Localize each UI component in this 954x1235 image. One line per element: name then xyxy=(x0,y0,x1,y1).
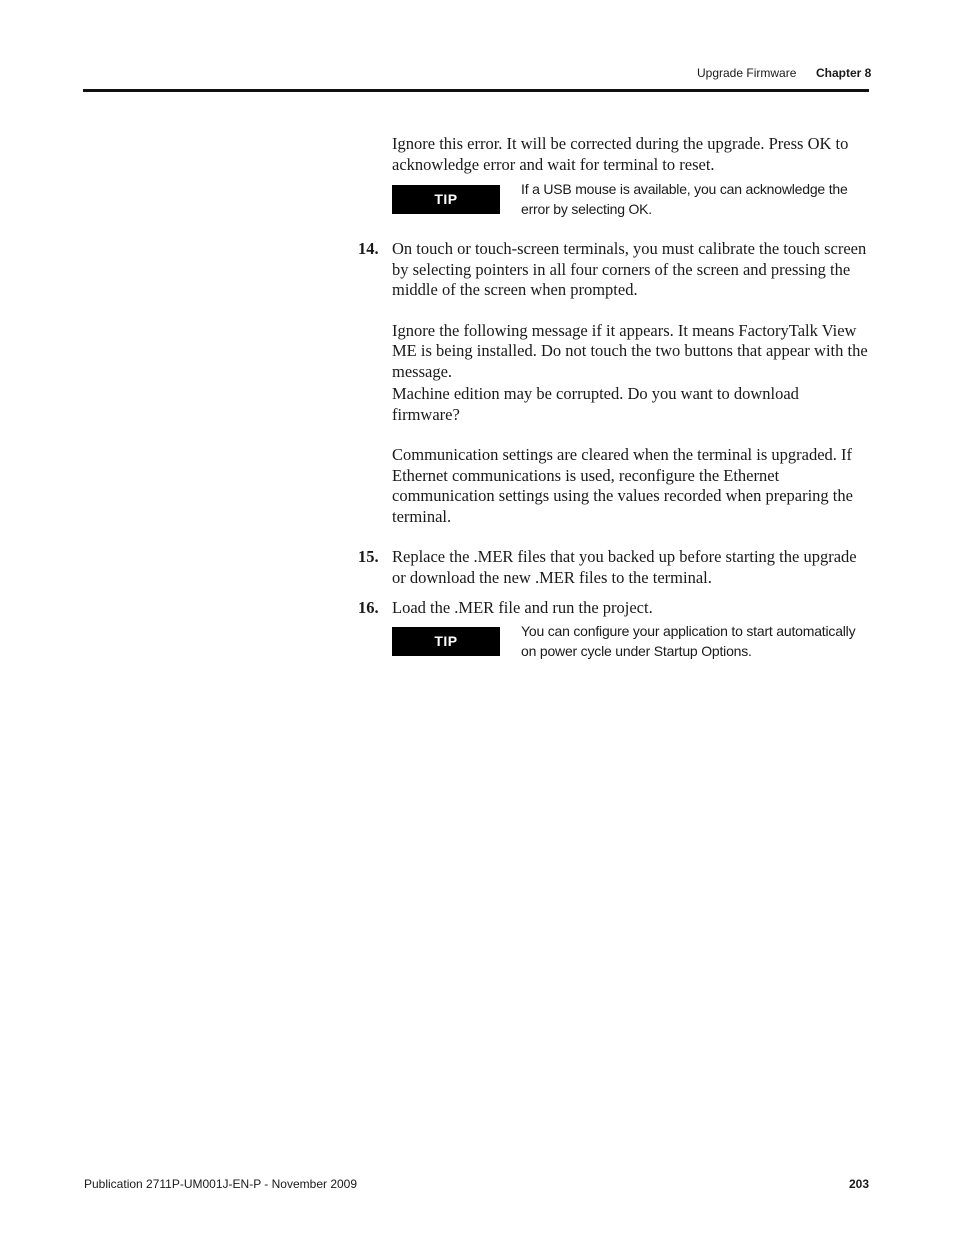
footer-page-number: 203 xyxy=(848,1177,869,1191)
tip-box xyxy=(392,621,870,665)
tip-text: If a USB mouse is available, you can acknowledge the error by selecting OK. xyxy=(521,181,848,217)
step-14 xyxy=(358,239,870,301)
tip-badge: TIP xyxy=(392,627,500,656)
ignore-message-paragraph: Ignore the following message if it appears. It means FactoryTalk View ME is being installed. Do not touch the two buttons that appear with the message. xyxy=(392,320,868,381)
step-text: On touch or touch-screen terminals, you must calibrate the touch screen by selecting pointers in all four corners of the screen and pressing the middle of the screen when prompted. xyxy=(392,239,867,299)
error-paragraph: Ignore this error. It will be corrected during the upgrade. Press OK to acknowledge error and wait for terminal to reset. xyxy=(392,134,849,174)
corrupted-message-text: Machine edition may be corrupted. Do you want to download firmware? xyxy=(392,384,799,424)
header-section-title: Upgrade Firmware xyxy=(697,66,797,80)
step-number: 15. xyxy=(358,547,379,566)
step-text: Load the .MER file and run the project. xyxy=(392,598,653,617)
step-16 xyxy=(358,598,870,619)
header-chapter: Chapter 8 xyxy=(816,66,872,80)
footer-publication: Publication 2711P-UM001J-EN-P - November 2009 xyxy=(84,1177,358,1191)
page-body xyxy=(358,134,870,665)
step-text: Replace the .MER files that you backed up before starting the upgrade or download the new .MER files to the terminal. xyxy=(392,547,857,587)
step-number: 14. xyxy=(358,239,379,258)
tip-text: You can configure your application to start automatically on power cycle under Startup Options. xyxy=(521,622,856,659)
tip-badge: TIP xyxy=(392,185,500,214)
step-number: 16. xyxy=(358,598,379,617)
communication-paragraph: Communication settings are cleared when the terminal is upgraded. If Ethernet communications is used, reconfigure the Ethernet communication settings using the values recorded when preparing the terminal. xyxy=(392,445,853,526)
tip-box xyxy=(392,179,870,223)
header-rule xyxy=(83,89,869,92)
step-15 xyxy=(358,547,870,588)
